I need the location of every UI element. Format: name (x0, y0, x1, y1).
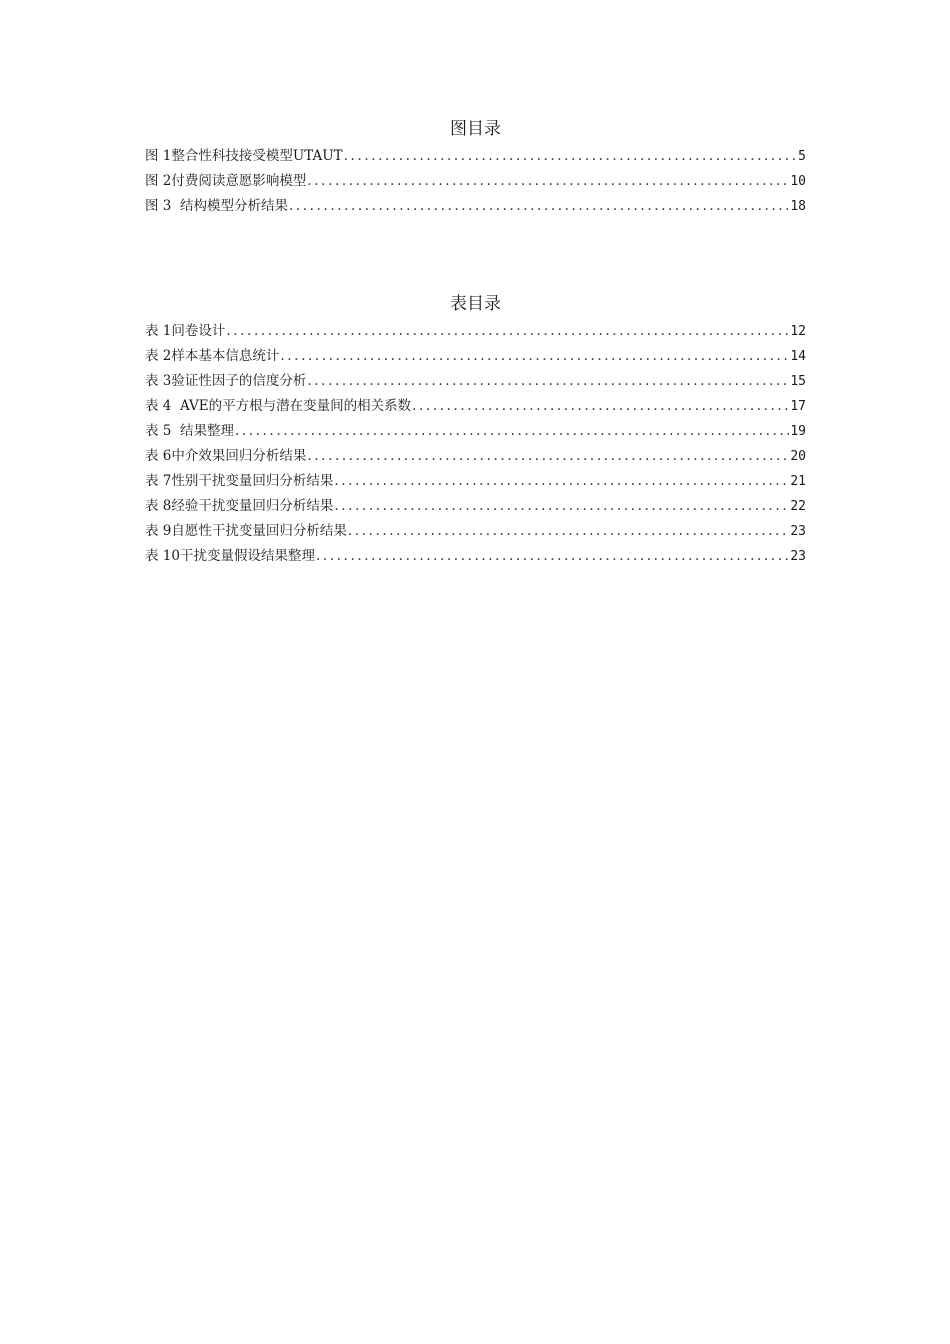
toc-dot-leader (226, 319, 789, 344)
toc-entry[interactable] (145, 194, 806, 219)
toc-dot-leader (412, 394, 789, 419)
toc-entry[interactable] (145, 144, 806, 169)
toc-entry[interactable] (145, 369, 806, 394)
toc-entry[interactable] (145, 444, 806, 469)
toc-entry-label: 表 2样本基本信息统计 (145, 348, 280, 364)
toc-entry[interactable] (145, 419, 806, 444)
toc-entry-page: 10 (790, 174, 806, 189)
toc-entry-label: 表 8经验干扰变量回归分析结果 (145, 498, 334, 514)
toc-entry[interactable] (145, 494, 806, 519)
list-of-tables (145, 291, 806, 569)
toc-entry-page: 5 (798, 149, 806, 164)
list-of-figures (145, 116, 806, 219)
toc-entry-label: 表 5 结果整理 (145, 423, 234, 439)
toc-entry-label: 图 1整合性科技接受模型UTAUT (145, 148, 343, 164)
toc-entry-page: 18 (790, 199, 806, 214)
toc-entry[interactable] (145, 519, 806, 544)
toc-entry[interactable] (145, 169, 806, 194)
toc-entry-page: 12 (790, 324, 806, 339)
toc-entry-page: 23 (790, 549, 806, 564)
toc-entry-page: 22 (790, 499, 806, 514)
toc-entry-label: 表 9自愿性干扰变量回归分析结果 (145, 523, 347, 539)
toc-entry[interactable] (145, 319, 806, 344)
toc-dot-leader (280, 344, 789, 369)
toc-dot-leader (316, 544, 789, 569)
toc-entry-page: 20 (790, 449, 806, 464)
toc-entry-page: 17 (790, 399, 806, 414)
toc-dot-leader (334, 494, 789, 519)
toc-dot-leader (307, 369, 789, 394)
toc-entry-label: 表 3验证性因子的信度分析 (145, 373, 307, 389)
toc-entry-label: 表 1问卷设计 (145, 323, 226, 339)
toc-entry-label: 图 2付费阅读意愿影响模型 (145, 173, 307, 189)
toc-entry-label: 表 10干扰变量假设结果整理 (145, 548, 315, 564)
toc-entry[interactable] (145, 344, 806, 369)
tables-heading: 表目录 (450, 294, 501, 314)
toc-dot-leader (344, 144, 798, 169)
toc-dot-leader (307, 444, 789, 469)
toc-entry-label: 图 3 结构模型分析结果 (145, 198, 288, 214)
toc-dot-leader (348, 519, 789, 544)
toc-entry-page: 23 (790, 524, 806, 539)
toc-entry-label: 表 6中介效果回归分析结果 (145, 448, 307, 464)
toc-entry[interactable] (145, 469, 806, 494)
toc-dot-leader (307, 169, 789, 194)
toc-entry-label: 表 7性别干扰变量回归分析结果 (145, 473, 334, 489)
toc-entry[interactable] (145, 394, 806, 419)
toc-entry-page: 21 (790, 474, 806, 489)
toc-entry-label: 表 4 AVE的平方根与潜在变量间的相关系数 (145, 398, 412, 414)
toc-entry[interactable] (145, 544, 806, 569)
toc-entry-page: 14 (790, 349, 806, 364)
toc-dot-leader (235, 419, 789, 444)
figures-heading: 图目录 (450, 119, 501, 139)
toc-dot-leader (289, 194, 789, 219)
toc-entry-page: 15 (790, 374, 806, 389)
toc-dot-leader (334, 469, 789, 494)
toc-entry-page: 19 (790, 424, 806, 439)
